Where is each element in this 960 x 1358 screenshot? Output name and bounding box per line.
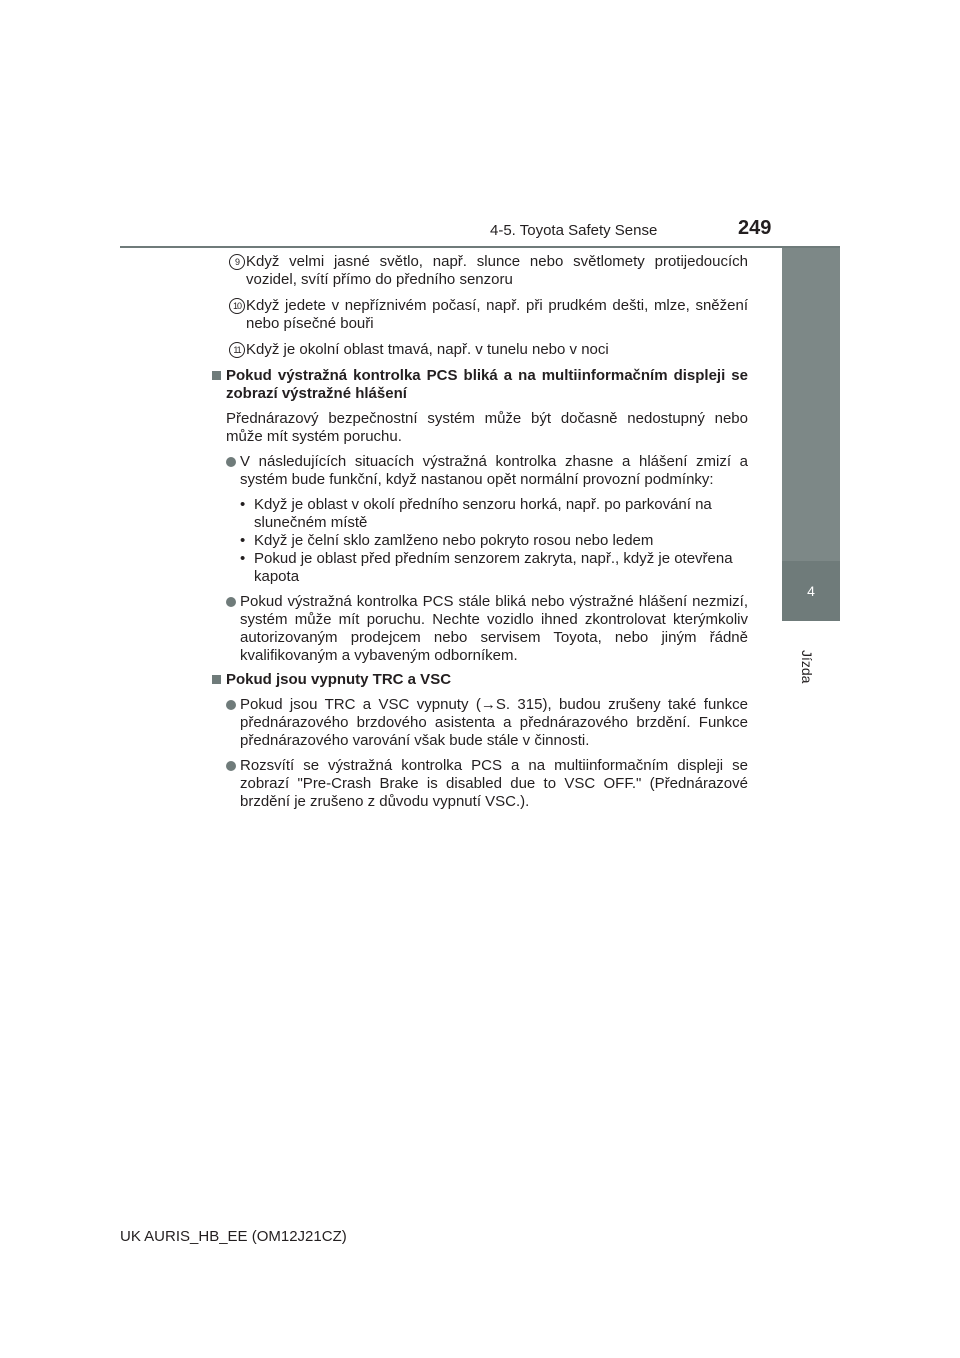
bullet-item: • Když je čelní sklo zamlženo nebo pokryto rosou nebo ledem [240, 532, 654, 549]
list-item: V následujících situacích výstražná kontrolka zhasne a hlášení zmizí a systém bude funkční, když nastanou opět normální provozní podmínky: [212, 453, 748, 489]
numbered-item [212, 253, 748, 289]
side-tab-bar [782, 248, 840, 561]
side-tab-chapter-number: 4 [782, 561, 840, 621]
circle-bullet-icon [226, 457, 236, 467]
list-item: Pokud výstražná kontrolka PCS stále bliká nebo výstražné hlášení nezmizí, systém může mít poruchu. Nechte vozidlo ihned zkontrolovat kterýmkoliv autorizovaným prodejcem nebo servisem Toyota, nebo jiným řádně kvalifikovaným a vybaveným odborníkem. [212, 593, 748, 665]
numbered-item-text: Když velmi jasné světlo, např. slunce nebo světlomety protijedoucích vozidel, svítí přímo do předního senzoru [246, 253, 748, 288]
numbered-item-text: Když je okolní oblast tmavá, např. v tunelu nebo v noci [246, 341, 609, 358]
side-tab-label: Jízda [799, 650, 815, 684]
circle-bullet-icon [226, 700, 236, 710]
circle-bullet-icon [226, 761, 236, 771]
numbered-item [212, 297, 748, 333]
section-body: Přednárazový bezpečnostní systém může být dočasně nedostupný nebo může mít systém poruchu. [226, 410, 748, 445]
section-heading: Pokud výstražná kontrolka PCS bliká a na multiinformačním displeji se zobrazí výstražné hlášení [212, 367, 748, 403]
header-rule [120, 246, 840, 248]
circle-bullet-icon [226, 597, 236, 607]
bullet-list [212, 496, 748, 586]
numbered-item-text: Když jedete v nepříznivém počasí, např. při prudkém dešti, mlze, sněžení nebo písečné bouři [246, 297, 748, 332]
list-item: Rozsvítí se výstražná kontrolka PCS a na multiinformačním displeji se zobrazí "Pre-Crash Brake is disabled due to VSC OFF." (Přednárazové brzdění je zrušeno z důvodu vypnutí VSC.). [212, 757, 748, 811]
numbered-item [212, 341, 748, 359]
circled-number: 11 [229, 342, 245, 358]
square-bullet-icon [212, 675, 221, 684]
page-number: 249 [738, 217, 772, 239]
circled-number: 10 [229, 298, 245, 314]
document-footer: UK AURIS_HB_EE (OM12J21CZ) [120, 1228, 347, 1245]
page-content [212, 253, 748, 811]
section-heading: Pokud jsou vypnuty TRC a VSC [212, 671, 748, 689]
list-item: Pokud jsou TRC a VSC vypnuty (→S. 315), budou zrušeny také funkce přednárazového brzdového asistenta a přednárazového brzdění. Funkce přednárazového varování však bude stále v činnosti. [212, 696, 748, 750]
square-bullet-icon [212, 371, 221, 380]
bullet-item: • Když je oblast v okolí předního senzoru horká, např. po parkování na slunečném místě [240, 496, 712, 531]
header-section-title: 4-5. Toyota Safety Sense [490, 222, 658, 239]
bullet-item: • Pokud je oblast před předním senzorem zakryta, např., když je otevřena kapota [240, 550, 733, 585]
circled-number: 9 [229, 254, 245, 270]
